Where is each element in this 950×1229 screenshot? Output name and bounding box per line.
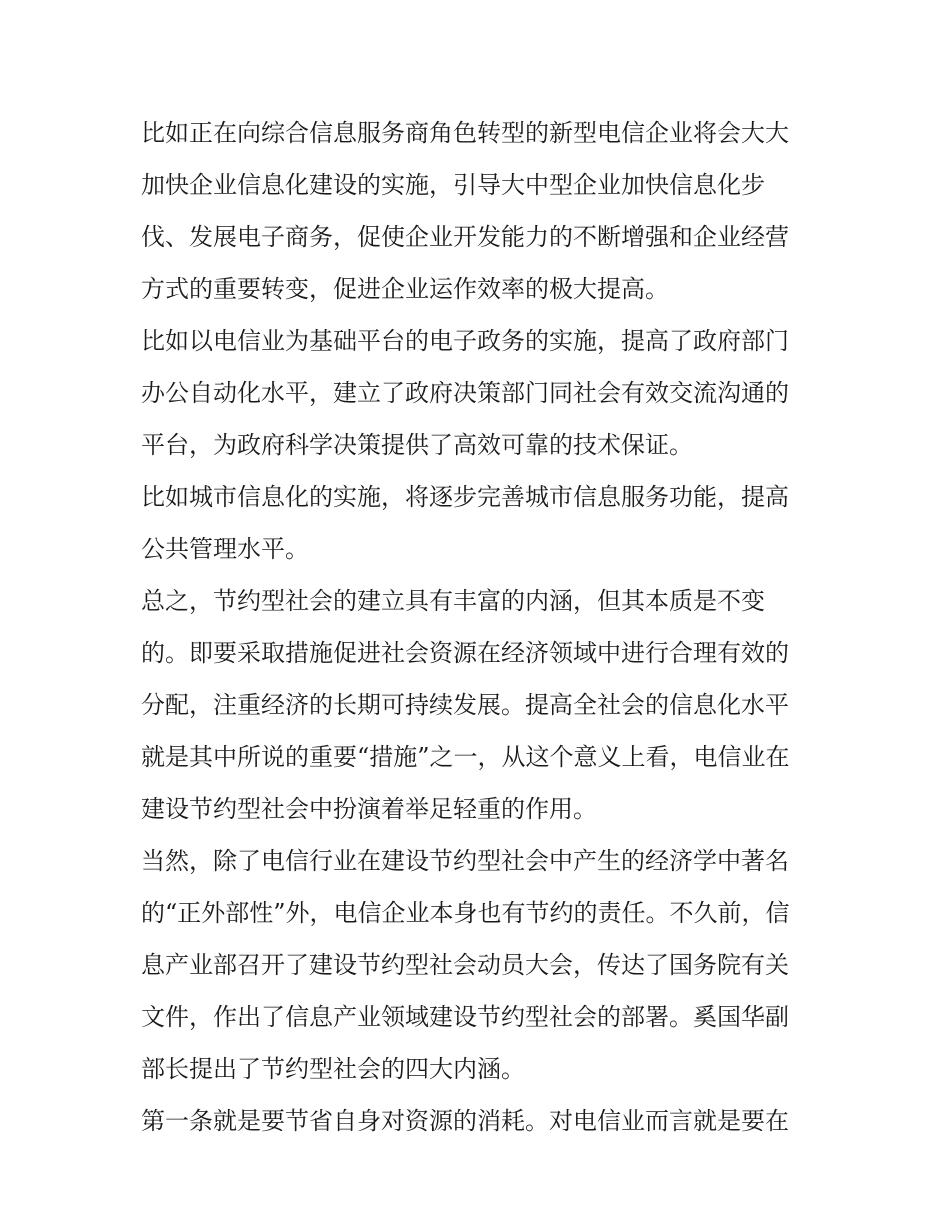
text-line: 建设节约型社会中扮演着举足轻重的作用。 [141, 795, 597, 823]
text-line: 第一条就是要节省自身对资源的消耗。对电信业而言就是要在 [141, 1107, 789, 1135]
paragraph-city-informatization [141, 471, 821, 575]
text-line: 当然，除了电信行业在建设节约型社会中产生的经济学中著名 [141, 847, 789, 875]
text-line: 分配，注重经济的长期可持续发展。提高全社会的信息化水平 [141, 691, 789, 719]
text-line: 比如正在向综合信息服务商角色转型的新型电信企业将会大大 [141, 119, 789, 147]
text-line: 部长提出了节约型社会的四大内涵。 [141, 1055, 525, 1083]
text-line: 方式的重要转变，促进企业运作效率的极大提高。 [141, 275, 669, 303]
paragraph-positive-externality [141, 835, 821, 1095]
text-line: 伐、发展电子商务，促使企业开发能力的不断增强和企业经营 [141, 223, 789, 251]
paragraph-first-point [141, 1095, 821, 1147]
text-line: 的。即要采取措施促进社会资源在经济领域中进行合理有效的 [141, 639, 789, 667]
text-line: 息产业部召开了建设节约型社会动员大会，传达了国务院有关 [141, 951, 789, 979]
paragraph-e-government [141, 315, 821, 471]
document-body [141, 107, 821, 1147]
text-line: 的“正外部性”外，电信企业本身也有节约的责任。不久前，信 [141, 899, 790, 927]
text-line: 比如以电信业为基础平台的电子政务的实施，提高了政府部门 [141, 327, 789, 355]
paragraph-summary [141, 575, 821, 835]
text-line: 公共管理水平。 [141, 535, 309, 563]
text-line: 文件，作出了信息产业领域建设节约型社会的部署。奚国华副 [141, 1003, 789, 1031]
paragraph-enterprise-informatization [141, 107, 821, 315]
text-line: 办公自动化水平，建立了政府决策部门同社会有效交流沟通的 [141, 379, 789, 407]
text-line: 平台，为政府科学决策提供了高效可靠的技术保证。 [141, 431, 693, 459]
text-line: 总之，节约型社会的建立具有丰富的内涵，但其本质是不变 [141, 587, 765, 615]
text-line: 就是其中所说的重要“措施”之一，从这个意义上看，电信业在 [141, 743, 790, 771]
text-line: 比如城市信息化的实施，将逐步完善城市信息服务功能，提高 [141, 483, 789, 511]
text-line: 加快企业信息化建设的实施，引导大中型企业加快信息化步 [141, 171, 765, 199]
